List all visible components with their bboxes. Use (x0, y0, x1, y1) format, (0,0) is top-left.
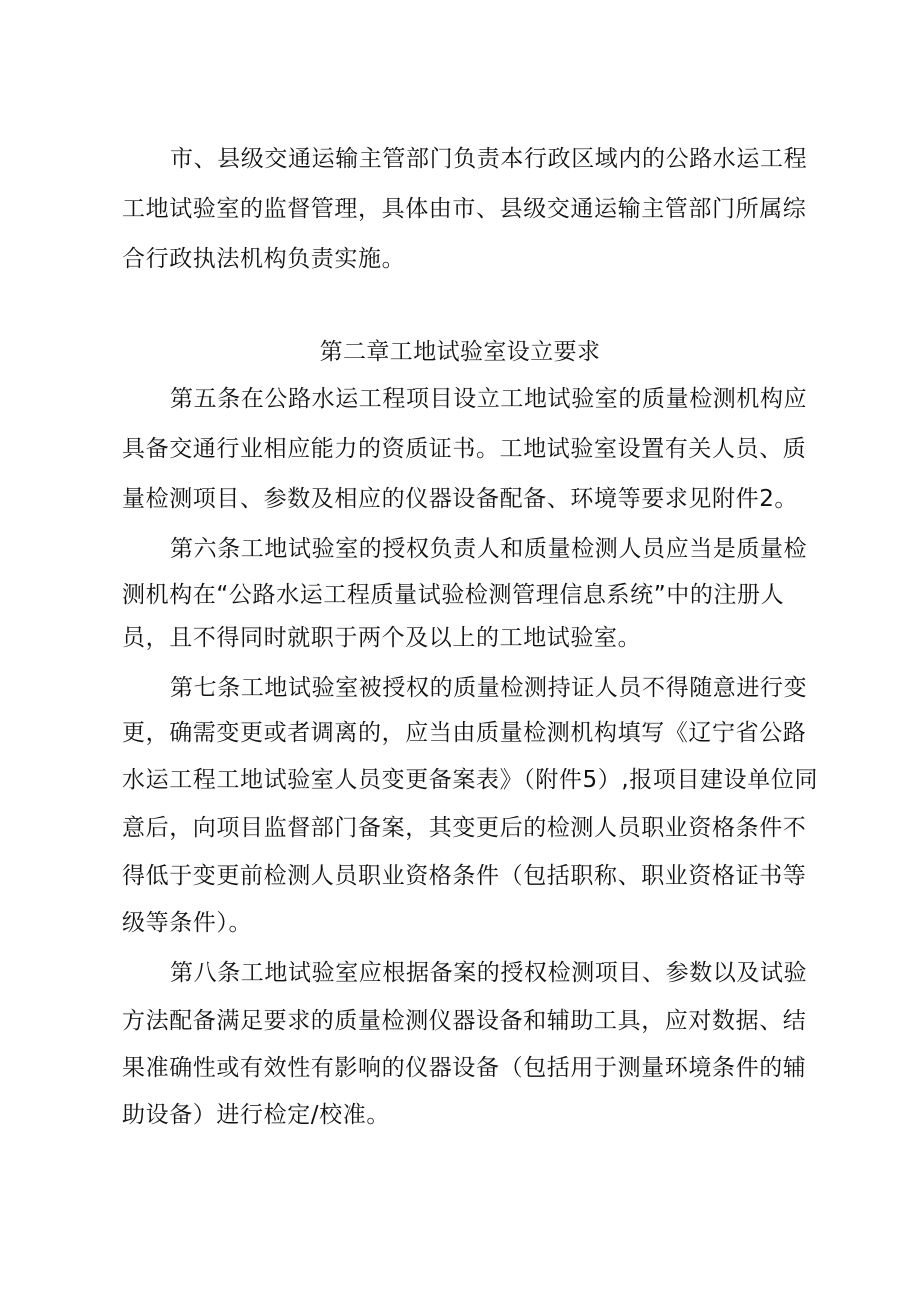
text-line: 水运工程工地试验室人员变更备案表》（附件5）,报项目建设单位同 (122, 767, 819, 793)
text-line: 助设备）进行检定/校准。 (122, 1102, 390, 1128)
text-line: 工地试验室的监督管理，具体由市、县级交通运输主管部门所属综 (122, 196, 807, 222)
text-line: 测机构在“公路水运工程质量试验检测管理信息系统”中的注册人 (122, 582, 785, 608)
text-line: 第六条工地试验室的授权负责人和质量检测人员应当是质量检 (170, 536, 808, 562)
text-line: 第八条工地试验室应根据备案的授权检测项目、参数以及试验 (170, 960, 808, 986)
text-line: 合行政执法机构负责实施。 (122, 246, 406, 272)
text-line: 第七条工地试验室被授权的质量检测持证人员不得随意进行变 (170, 675, 808, 701)
text-line: 意后，向项目监督部门备案，其变更后的检测人员职业资格条件不 (122, 815, 807, 841)
text-line: 具备交通行业相应能力的资质证书。工地试验室设置有关人员、质 (122, 436, 807, 462)
text-line: 方法配备满足要求的质量检测仪器设备和辅助工具，应对数据、结 (122, 1008, 807, 1034)
text-line: 市、县级交通运输主管部门负责本行政区域内的公路水运工程 (170, 146, 808, 172)
text-line: 果准确性或有效性有影响的仪器设备（包括用于测量环境条件的辅 (122, 1055, 807, 1081)
chapter-heading: 第二章工地试验室设立要求 (319, 339, 601, 365)
text-line: 级等条件）。 (122, 910, 253, 936)
text-line: 更，确需变更或者调离的，应当由质量检测机构填写《辽宁省公路 (122, 720, 807, 746)
text-line: 得低于变更前检测人员职业资格条件（包括职称、职业资格证书等 (122, 863, 807, 889)
text-line: 第五条在公路水运工程项目设立工地试验室的质量检测机构应 (170, 386, 808, 412)
text-line: 量检测项目、参数及相应的仪器设备配备、环境等要求见附件2。 (122, 486, 799, 512)
text-line: 员，且不得同时就职于两个及以上的工地试验室。 (122, 625, 642, 651)
